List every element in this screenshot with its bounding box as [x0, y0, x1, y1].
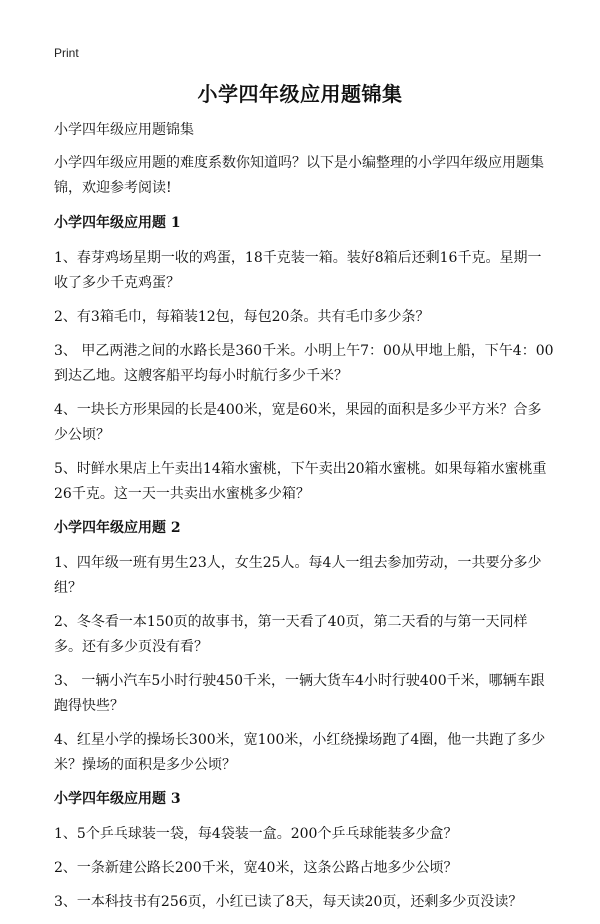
question-item: 4、一块长方形果园的长是400米，宽是60米，果园的面积是多少平方米？合多少公顷？: [54, 402, 542, 443]
document-body: [54, 118, 554, 924]
question-item: 1、四年级一班有男生23人，女生25人。每4人一组去参加劳动，一共要分多少组？: [54, 555, 542, 596]
document-title: 小学四年级应用题锦集: [197, 82, 403, 106]
question-item: 3、一本科技书有256页，小红已读了8天，每天读20页，还剩多少页没读？: [54, 894, 523, 910]
print-link[interactable]: Print: [54, 46, 79, 60]
question-item: 4、红星小学的操场长300米，宽100米，小红绕操场跑了4圈，他一共跑了多少米？操场的面积是多少公顷？: [54, 732, 546, 773]
question-item: 2、一条新建公路长200千米，宽40米，这条公路占地多少公顷？: [54, 860, 458, 876]
document-subtitle: 小学四年级应用题锦集: [54, 122, 194, 138]
question-item: 1、春芽鸡场星期一收的鸡蛋，18千克装一箱。装好8箱后还剩16千克。星期一收了多少千克鸡蛋？: [54, 250, 542, 291]
question-item: 3、 甲乙两港之间的水路长是360千米。小明上午7：00从甲地上船，下午4：00到达乙地。这艘客船平均每小时航行多少千米？: [54, 343, 554, 384]
intro-paragraph: 小学四年级应用题的难度系数你知道吗？以下是小编整理的小学四年级应用题集锦，欢迎参考阅读!: [54, 155, 544, 196]
section-heading-1: 小学四年级应用题 1: [54, 215, 181, 231]
question-item: 3、 一辆小汽车5小时行驶450千米，一辆大货车4小时行驶400千米，哪辆车跟跑得快些？: [54, 673, 545, 714]
question-item: 2、冬冬看一本150页的故事书，第一天看了40页，第二天看的与第一天同样多。还有多少页没有看？: [54, 614, 528, 655]
question-item: 2、有3箱毛巾，每箱装12包，每包20条。共有毛巾多少条？: [54, 309, 430, 325]
section-heading-3: 小学四年级应用题 3: [54, 791, 181, 807]
section-heading-2: 小学四年级应用题 2: [54, 520, 181, 536]
question-item: 1、5个乒乓球装一袋，每4袋装一盒。200个乒乓球能装多少盒？: [54, 826, 458, 842]
question-item: 5、时鲜水果店上午卖出14箱水蜜桃，下午卖出20箱水蜜桃。如果每箱水蜜桃重26千克。这一天一共卖出水蜜桃多少箱？: [54, 461, 547, 502]
